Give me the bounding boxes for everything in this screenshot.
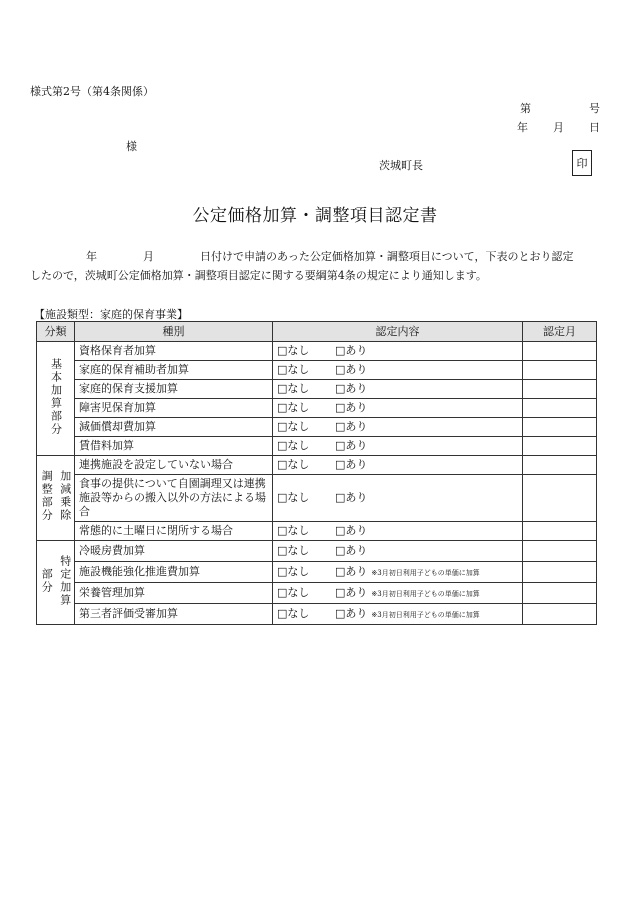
checkbox-yes[interactable]: □あり bbox=[335, 585, 368, 599]
number-prefix: 第 bbox=[520, 102, 531, 115]
item-cell: 冷暖房費加算 bbox=[75, 541, 273, 562]
checkbox-none[interactable]: □なし bbox=[277, 491, 310, 504]
content-cell bbox=[273, 522, 523, 541]
month-cell[interactable] bbox=[523, 522, 597, 541]
category-adjustment-left: 加減乗除 bbox=[56, 456, 75, 541]
month-cell[interactable] bbox=[523, 541, 597, 562]
content-cell bbox=[273, 604, 523, 625]
issue-date-line bbox=[517, 119, 600, 135]
checkbox-yes[interactable]: □あり bbox=[335, 401, 368, 414]
item-cell: 賃借料加算 bbox=[75, 437, 273, 456]
document-number-line bbox=[520, 100, 600, 116]
checkbox-none[interactable]: □なし bbox=[277, 564, 310, 578]
checkbox-yes[interactable]: □あり bbox=[335, 420, 368, 433]
facility-type: 【施設類型：家庭的保育事業】 bbox=[34, 308, 188, 321]
seal-box: 印 bbox=[572, 150, 592, 176]
item-cell: 減価償却費加算 bbox=[75, 418, 273, 437]
item-cell: 栄養管理加算 bbox=[75, 583, 273, 604]
header-content: 認定内容 bbox=[273, 322, 523, 342]
checkbox-yes[interactable]: □あり bbox=[335, 491, 368, 504]
header-month: 認定月 bbox=[523, 322, 597, 342]
checkbox-none[interactable]: □なし bbox=[277, 344, 310, 357]
table-row bbox=[37, 475, 597, 522]
addressee-suffix: 様 bbox=[126, 140, 137, 153]
month-cell[interactable] bbox=[523, 475, 597, 522]
content-cell bbox=[273, 456, 523, 475]
item-cell: 常態的に土曜日に閉所する場合 bbox=[75, 522, 273, 541]
month-cell[interactable] bbox=[523, 399, 597, 418]
table-row bbox=[37, 342, 597, 361]
body-line-1-text: 日付けで申請のあった公定価格加算・調整項目について，下表のとおり認定 bbox=[200, 250, 574, 263]
document-title: 公定価格加算・調整項目認定書 bbox=[192, 206, 438, 226]
certification-table bbox=[36, 321, 597, 625]
header-category: 分類 bbox=[37, 322, 75, 342]
content-cell bbox=[273, 562, 523, 583]
month-cell[interactable] bbox=[523, 380, 597, 399]
checkbox-yes[interactable]: □あり bbox=[335, 458, 368, 471]
table-row bbox=[37, 583, 597, 604]
category-adjustment-right: 調整部分 bbox=[37, 456, 56, 541]
month-cell[interactable] bbox=[523, 604, 597, 625]
table-row bbox=[37, 522, 597, 541]
date-year: 年 bbox=[517, 121, 528, 134]
table-row bbox=[37, 418, 597, 437]
content-cell bbox=[273, 342, 523, 361]
table-row bbox=[37, 456, 597, 475]
checkbox-yes[interactable]: □あり bbox=[335, 439, 368, 452]
month-cell[interactable] bbox=[523, 418, 597, 437]
month-cell[interactable] bbox=[523, 456, 597, 475]
item-cell: 施設機能強化推進費加算 bbox=[75, 562, 273, 583]
checkbox-none[interactable]: □なし bbox=[277, 606, 310, 620]
checkbox-yes[interactable]: □あり bbox=[335, 544, 368, 557]
item-cell: 連携施設を設定していない場合 bbox=[75, 456, 273, 475]
category-basic: 基本加算部分 bbox=[37, 342, 75, 456]
item-cell: 資格保育者加算 bbox=[75, 342, 273, 361]
checkbox-none[interactable]: □なし bbox=[277, 401, 310, 414]
table-header-row bbox=[37, 322, 597, 342]
body-line-2: したので，茨城町公定価格加算・調整項目認定に関する要綱第4条の規定により通知します。 bbox=[30, 269, 487, 282]
note-text: ※3月初日利用子どもの単価に加算 bbox=[371, 568, 480, 577]
item-cell: 障害児保育加算 bbox=[75, 399, 273, 418]
content-cell bbox=[273, 380, 523, 399]
checkbox-none[interactable]: □なし bbox=[277, 585, 310, 599]
content-cell bbox=[273, 475, 523, 522]
content-cell bbox=[273, 361, 523, 380]
table-row bbox=[37, 437, 597, 456]
month-cell[interactable] bbox=[523, 562, 597, 583]
checkbox-none[interactable]: □なし bbox=[277, 458, 310, 471]
content-cell bbox=[273, 399, 523, 418]
month-cell[interactable] bbox=[523, 361, 597, 380]
header-type: 種別 bbox=[75, 322, 273, 342]
checkbox-yes[interactable]: □あり bbox=[335, 363, 368, 376]
checkbox-yes[interactable]: □あり bbox=[335, 524, 368, 537]
checkbox-none[interactable]: □なし bbox=[277, 439, 310, 452]
item-cell: 家庭的保育支援加算 bbox=[75, 380, 273, 399]
month-cell[interactable] bbox=[523, 342, 597, 361]
category-special-right: 部分 bbox=[37, 541, 56, 625]
item-cell: 第三者評価受審加算 bbox=[75, 604, 273, 625]
body-year: 年 bbox=[86, 250, 97, 263]
month-cell[interactable] bbox=[523, 583, 597, 604]
checkbox-none[interactable]: □なし bbox=[277, 363, 310, 376]
body-month: 月 bbox=[143, 250, 154, 263]
checkbox-none[interactable]: □なし bbox=[277, 420, 310, 433]
checkbox-none[interactable]: □なし bbox=[277, 544, 310, 557]
content-cell bbox=[273, 583, 523, 604]
checkbox-none[interactable]: □なし bbox=[277, 524, 310, 537]
table-row bbox=[37, 541, 597, 562]
content-cell bbox=[273, 541, 523, 562]
table-row bbox=[37, 380, 597, 399]
item-cell: 家庭的保育補助者加算 bbox=[75, 361, 273, 380]
checkbox-none[interactable]: □なし bbox=[277, 382, 310, 395]
table-row bbox=[37, 361, 597, 380]
number-suffix: 号 bbox=[589, 102, 600, 115]
checkbox-yes[interactable]: □あり bbox=[335, 564, 368, 578]
content-cell bbox=[273, 437, 523, 456]
issuer-name: 茨城町長 bbox=[379, 159, 423, 172]
checkbox-yes[interactable]: □あり bbox=[335, 382, 368, 395]
form-number: 様式第2号（第4条関係） bbox=[30, 85, 154, 98]
month-cell[interactable] bbox=[523, 437, 597, 456]
body-line-1 bbox=[86, 248, 573, 264]
table-row bbox=[37, 562, 597, 583]
item-cell: 食事の提供について自園調理又は連携施設等からの搬入以外の方法による場合 bbox=[75, 475, 273, 522]
content-cell bbox=[273, 418, 523, 437]
category-special-left: 特定加算 bbox=[56, 541, 75, 625]
date-month: 月 bbox=[553, 121, 564, 134]
checkbox-yes[interactable]: □あり bbox=[335, 344, 368, 357]
table-row bbox=[37, 604, 597, 625]
table-row bbox=[37, 399, 597, 418]
checkbox-yes[interactable]: □あり bbox=[335, 606, 368, 620]
note-text: ※3月初日利用子どもの単価に加算 bbox=[371, 589, 480, 598]
note-text: ※3月初日利用子どもの単価に加算 bbox=[371, 610, 480, 619]
date-day: 日 bbox=[589, 121, 600, 134]
